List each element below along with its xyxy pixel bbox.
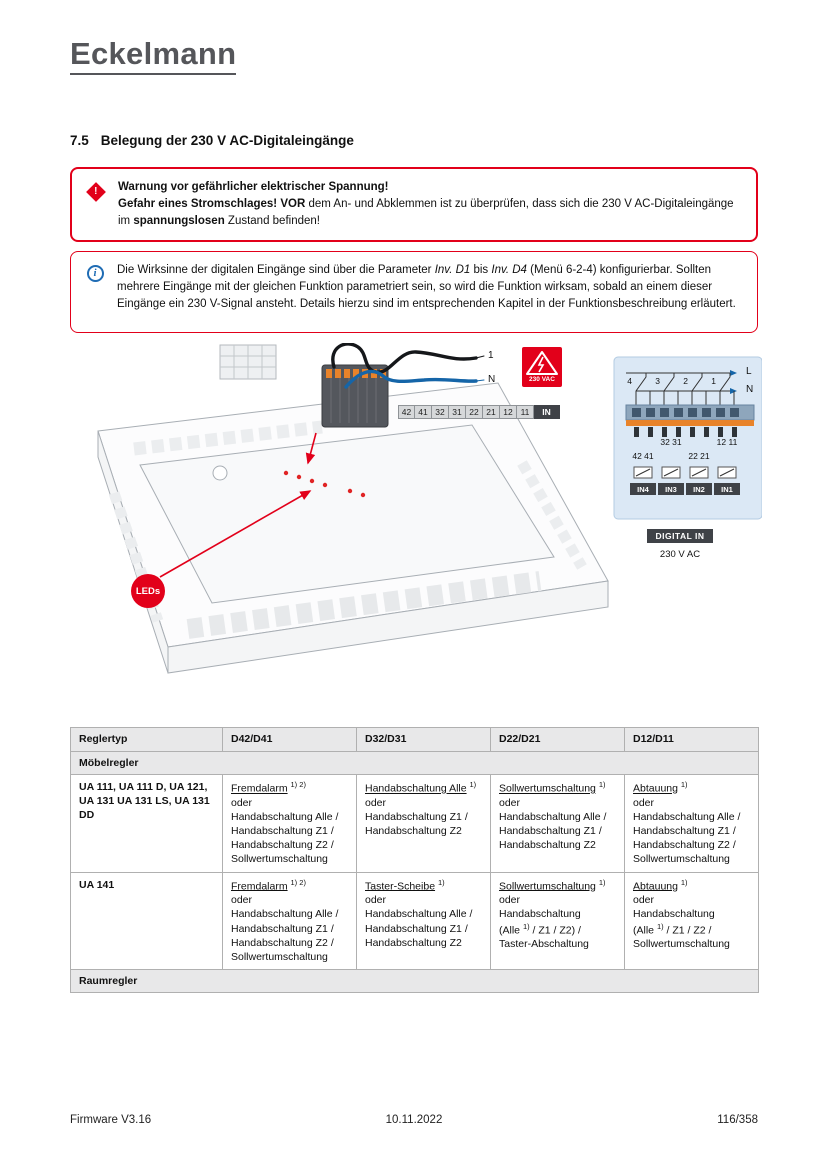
assignment-table <box>70 727 759 993</box>
table-row <box>71 775 759 873</box>
info-text-b: bis <box>470 264 492 276</box>
table-cell: Abtauung $^{1)}$ oder Handabschaltung Alle / Handabschaltung Z1 / Handabschaltung Z2 / Sollwertumschaltung <box>625 775 759 873</box>
terminal-cell-label: 11 <box>517 405 534 419</box>
digital-input-label: IN2 <box>686 483 712 495</box>
table-row <box>71 872 759 970</box>
device-diagram <box>70 343 762 723</box>
terminal-cell-label: 31 <box>449 405 466 419</box>
terminal-cell-label: 12 <box>500 405 517 419</box>
switch-number-label: 3 <box>655 376 660 386</box>
footer-date: 10.11.2022 <box>385 1114 443 1126</box>
table-cell: Taster-Scheibe $^{1)}$ oder Handabschaltung Alle / Handabschaltung Z1 / Handabschaltung Z2 <box>357 872 491 970</box>
terminal-cell-label: 22 <box>466 405 483 419</box>
neutral-label: N <box>746 384 754 395</box>
column-header-d22-d21: D22/D21 <box>491 728 625 752</box>
leds-badge: LEDs <box>131 574 165 608</box>
terminal-cell-label: 42 <box>398 405 415 419</box>
hazard-label: 230 VAC <box>529 376 555 383</box>
digital-input-label: IN1 <box>714 483 740 495</box>
footer-page-number: 116/358 <box>717 1114 758 1126</box>
column-header-d32-d31: D32/D31 <box>357 728 491 752</box>
regler-type-cell: UA 111, UA 111 D, UA 121, UA 131 UA 131 LS, UA 131 DD <box>71 775 223 873</box>
line-label: L <box>746 366 752 377</box>
table-section-row <box>71 752 759 775</box>
page-footer <box>70 1114 758 1126</box>
column-header-reglertyp: Reglertyp <box>71 728 223 752</box>
footer-firmware: Firmware V3.16 <box>70 1114 152 1126</box>
regler-type-cell: UA 141 <box>71 872 223 970</box>
info-text-a: Die Wirksinne der digitalen Eingänge sind über die Parameter <box>117 264 435 276</box>
info-box <box>70 251 758 333</box>
wire-label-neutral: N <box>488 374 496 385</box>
warning-title: Warnung vor gefährlicher elektrischer Spannung! <box>118 181 389 193</box>
digital-input-label: IN4 <box>630 483 656 495</box>
table-section-label: Möbelregler <box>71 752 759 775</box>
warning-text <box>118 179 742 230</box>
section-title: Belegung der 230 V AC-Digitaleingänge <box>100 133 354 148</box>
terminal-cell-label: 32 <box>432 405 449 419</box>
terminal-in-label: IN <box>534 405 560 419</box>
info-text <box>117 262 743 322</box>
info-icon: i <box>87 265 104 282</box>
diagram-labels <box>70 343 762 723</box>
terminal-cell-label: 21 <box>483 405 500 419</box>
column-header-d12-d11: D12/D11 <box>625 728 759 752</box>
column-header-d42-d41: D42/D41 <box>223 728 357 752</box>
terminal-pair-32-31: 32 31 <box>660 437 682 447</box>
terminal-cell-label: 41 <box>415 405 432 419</box>
table-header-row <box>71 728 759 752</box>
table-cell: Sollwertumschaltung $^{1)}$ oder Handabschaltung Alle / Handabschaltung Z1 / Handabschaltung Z2 <box>491 775 625 873</box>
table-section-row <box>71 970 759 993</box>
wire-label-live: 1 <box>488 350 494 361</box>
section-number: 7.5 <box>70 133 89 148</box>
table-cell: Abtauung $^{1)}$ oder Handabschaltung (Alle $^{1)}$ / Z1 / Z2 / Sollwertumschaltung <box>625 872 759 970</box>
warning-bold-lead: Gefahr eines Stromschlages! VOR <box>118 198 306 211</box>
digital-in-badge: DIGITAL IN <box>647 529 713 543</box>
table-cell: Fremdalarm $^{1) 2)}$ oder Handabschaltung Alle / Handabschaltung Z1 / Handabschaltung Z2 / Sollwertumschaltung <box>223 775 357 873</box>
terminal-pair-12-11: 12 11 <box>716 437 738 447</box>
voltage-label: 230 V AC <box>659 549 701 560</box>
info-param-inv-d1: Inv. D1 <box>434 264 471 276</box>
table-section-label: Raumregler <box>71 970 759 993</box>
info-param-inv-d4: Inv. D4 <box>491 264 527 276</box>
table-cell: Sollwertumschaltung $^{1)}$ oder Handabschaltung (Alle $^{1)}$ / Z1 / Z2) / Taster-Abschaltung <box>491 872 625 970</box>
terminal-pair-22-21: 22 21 <box>688 451 710 461</box>
table-cell: Fremdalarm $^{1) 2)}$ oder Handabschaltung Alle / Handabschaltung Z1 / Handabschaltung Z2 / Sollwertumschaltung <box>223 872 357 970</box>
switch-number-label: 1 <box>711 376 716 386</box>
warning-bold-mid: spannungslosen <box>133 215 225 228</box>
info-icon-column <box>83 262 107 322</box>
warning-icon-column <box>84 179 108 230</box>
warning-text-a: dem An- und Abklemmen ist zu überprüfen, dass sich die 230 V AC-Digitaleingänge im <box>118 198 734 228</box>
table-cell: Handabschaltung Alle $^{1)}$ oder Handabschaltung Z1 / Handabschaltung Z2 <box>357 775 491 873</box>
switch-number-label: 2 <box>683 376 688 386</box>
section-heading <box>70 133 354 148</box>
warning-text-b: Zustand befinden! <box>224 215 320 228</box>
terminal-pair-42-41: 42 41 <box>632 451 654 461</box>
electrical-hazard-icon: ! <box>86 182 106 202</box>
info-text-c: (Menü 6-2-4) konfigurierbar. Sollten mehrere Eingänge mit der gleichen Funktion parametriert sein, so wird die Funktion wirksam, sobald an einem dieser Eingänge ein 230 V-Signal ansteht. Details hierzu sind im entsprechenden Kapitel in der Funktionsbeschreibung erläutert. <box>117 264 736 311</box>
switch-number-label: 4 <box>627 376 632 386</box>
company-logo: Eckelmann <box>70 38 236 75</box>
terminal-strip <box>398 405 560 419</box>
digital-input-row <box>630 483 740 495</box>
digital-input-label: IN3 <box>658 483 684 495</box>
warning-box <box>70 167 758 242</box>
